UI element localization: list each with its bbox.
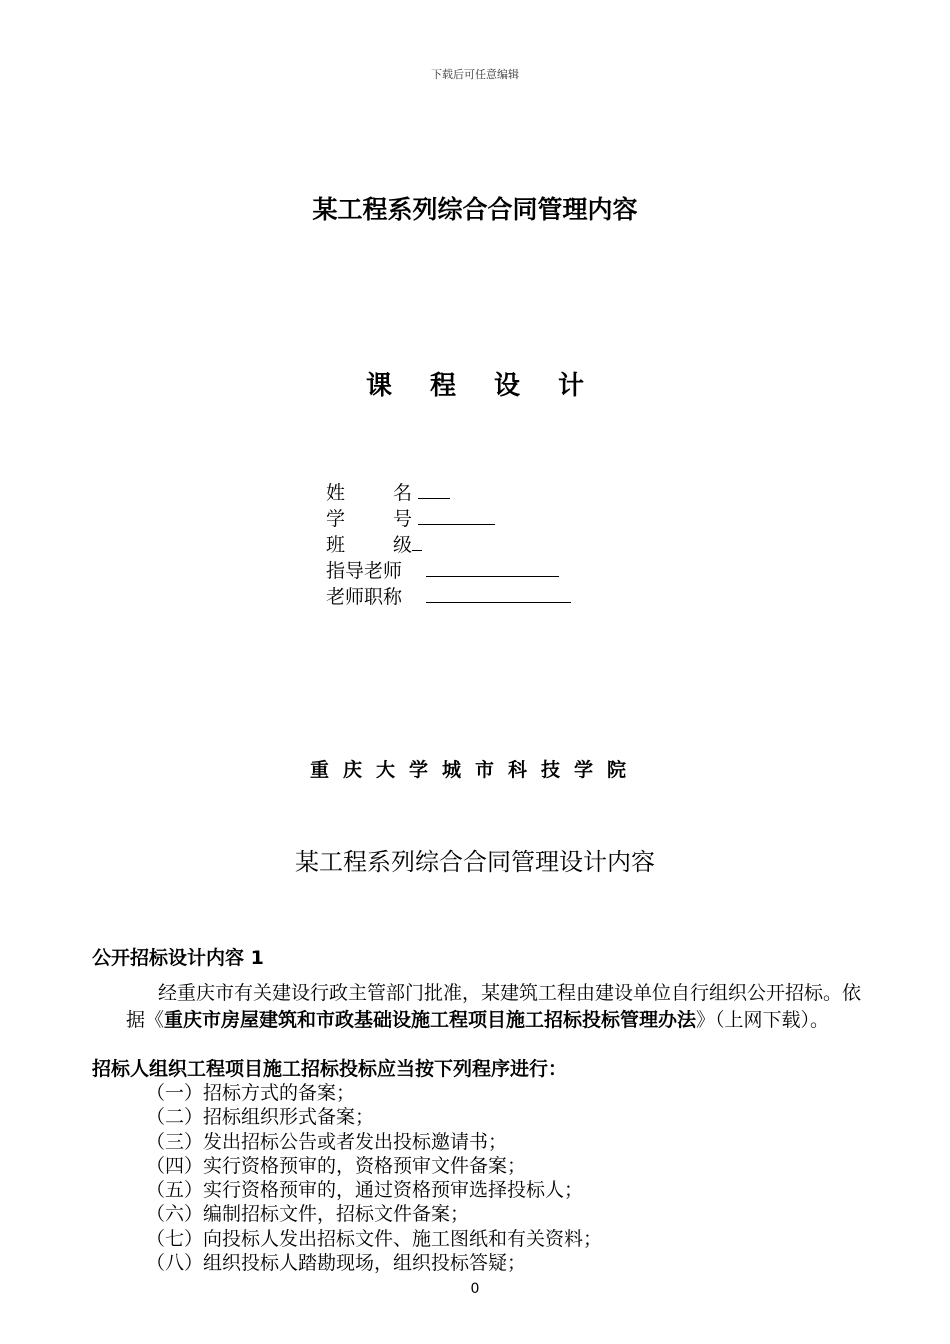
class-label: 班 级 xyxy=(326,534,412,556)
advisor-title-blank[interactable] xyxy=(426,584,571,603)
list-item: （五）实行资格预审的，通过资格预审选择投标人； xyxy=(146,1179,584,1202)
paragraph-text-2: 》（上网下载）。 xyxy=(696,1009,830,1031)
list-item: （一）招标方式的备案； xyxy=(146,1082,356,1104)
paragraph-text-1: 经重庆市有关建设行政主管部门批准，某建筑工程由建设单位自行组织公开招标。依据《 xyxy=(126,982,862,1031)
advisor-blank[interactable] xyxy=(426,558,559,577)
advisor-title-label: 老师职称 xyxy=(326,586,403,608)
document-title: 某工程系列综合合同管理内容 xyxy=(312,195,638,224)
student-id-blank[interactable] xyxy=(418,506,495,525)
info-row-student-id xyxy=(326,506,495,532)
course-design-label: 课程设计 xyxy=(365,371,622,401)
info-row-advisor-title xyxy=(326,584,571,610)
intro-paragraph xyxy=(126,980,866,1034)
name-label: 姓 名 xyxy=(326,482,412,504)
regulation-title: 重庆市房屋建筑和市政基础设施工程项目施工招标投标管理办法 xyxy=(164,1009,697,1031)
content-title: 某工程系列综合合同管理设计内容 xyxy=(295,848,655,876)
page-number: 0 xyxy=(470,1281,480,1297)
info-row-advisor xyxy=(326,558,559,584)
list-item: （七）向投标人发出招标文件、施工图纸和有关资料； xyxy=(146,1227,603,1250)
procedure-steps-list xyxy=(146,1081,602,1275)
list-item: （四）实行资格预审的，资格预审文件备案； xyxy=(146,1154,527,1177)
info-row-name xyxy=(326,480,450,506)
class-blank[interactable] xyxy=(412,532,422,551)
list-item: （二）招标组织形式备案； xyxy=(146,1106,375,1129)
section-heading: 公开招标设计内容 1 xyxy=(92,947,264,969)
header-note: 下载后可任意编辑 xyxy=(431,68,519,81)
info-row-class xyxy=(326,532,422,558)
school-name: 重庆大学城市科技学院 xyxy=(309,759,640,781)
advisor-label: 指导老师 xyxy=(326,560,403,582)
list-item: （八）组织投标人踏勘现场，组织投标答疑； xyxy=(146,1252,527,1275)
name-blank[interactable] xyxy=(418,480,450,499)
list-item: （六）编制招标文件，招标文件备案； xyxy=(146,1203,470,1226)
list-item: （三）发出招标公告或者发出投标邀请书； xyxy=(146,1130,508,1153)
student-id-label: 学 号 xyxy=(326,508,412,530)
procedure-heading: 招标人组织工程项目施工招标投标应当按下列程序进行： xyxy=(92,1058,568,1080)
